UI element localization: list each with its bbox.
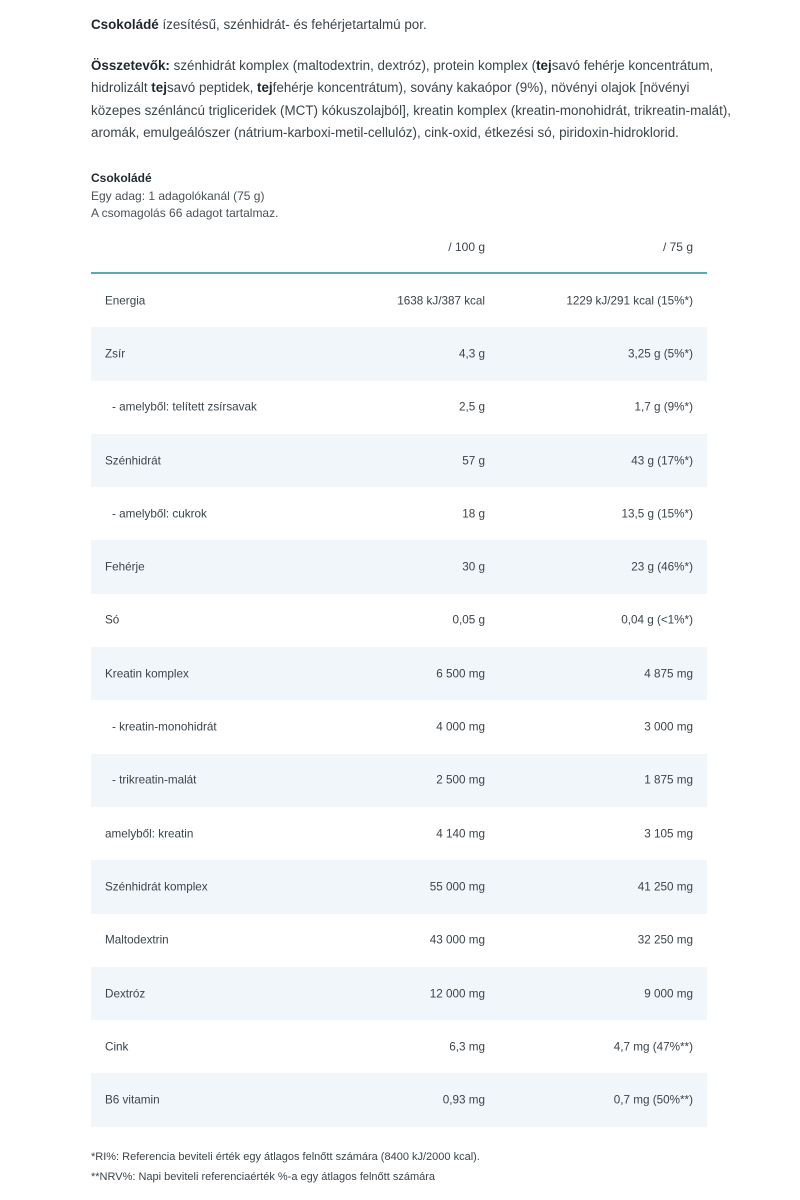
value-per-serving: 3 105 mg [644,827,693,841]
table-row [91,1073,707,1126]
value-per-serving: 41 250 mg [637,880,693,894]
flavor-name: Csokoládé [91,17,159,32]
header-per-100g: / 100 g [448,240,485,254]
nutrient-name: Zsír [105,347,126,361]
serving-info [91,170,278,223]
product-flavor-heading: Csokoládé [91,171,152,185]
value-per-100g: 2,5 g [459,400,485,414]
table-row [91,487,707,540]
table-header [91,226,707,274]
nutrient-name: Fehérje [105,560,145,574]
nutrient-name: Energia [105,294,146,308]
value-per-100g: 18 g [462,507,485,521]
value-per-serving: 23 g (46%*) [631,560,693,574]
value-per-serving: 1,7 g (9%*) [634,400,693,414]
ingredients-label: Összetevők: [91,58,170,74]
value-per-serving: 0,7 mg (50%**) [613,1093,693,1107]
nutrient-name: B6 vitamin [105,1093,160,1107]
value-per-100g: 30 g [462,560,485,574]
nutrient-name: Dextróz [105,987,146,1000]
value-per-100g: 1638 kJ/387 kcal [397,294,485,308]
table-row [91,1020,707,1073]
flavor-line [91,14,731,36]
header-per-serving: / 75 g [662,240,693,254]
servings-per-pack: A csomagolás 66 adagot tartalmaz. [91,206,279,220]
nutrient-name: Maltodextrin [105,933,169,947]
nutrient-name: Szénhidrát [105,454,161,468]
table-body [91,274,707,1127]
nutrient-name: Só [105,613,120,627]
nutrient-name: Szénhidrát komplex [105,880,208,894]
nutrient-name: Kreatin komplex [105,667,189,681]
value-per-serving: 13,5 g (15%*) [621,507,693,521]
value-per-serving: 32 250 mg [637,933,693,947]
footnote-nrv: **NRV%: Napi beviteli referenciaérték %-a egy átlagos felnőtt számára [91,1171,436,1183]
value-per-100g: 0,93 mg [442,1093,485,1107]
flavor-description: ízesítésű, szénhidrát- és fehérjetartalmú por. [158,17,427,32]
table-row [91,434,707,487]
table-row [91,700,707,753]
table-row [91,754,707,807]
table-row [91,540,707,593]
nutrient-name: - trikreatin-malát [112,773,197,787]
value-per-serving: 4 875 mg [644,667,693,681]
table-row [91,327,707,380]
value-per-100g: 4 140 mg [436,827,485,841]
allergen-milk: tej [257,80,273,96]
nutrient-name: - amelyből: cukrok [112,507,207,521]
table-row [91,381,707,434]
nutrition-table [91,226,707,1127]
value-per-100g: 6,3 mg [449,1040,485,1054]
value-per-100g: 2 500 mg [436,773,485,787]
value-per-100g: 43 000 mg [429,933,485,947]
allergen-milk: tej [536,58,552,74]
nutrient-name: Cink [105,1040,129,1054]
nutrient-name: - kreatin-monohidrát [112,720,217,734]
allergen-milk: tej [151,80,167,96]
value-per-serving: 0,04 g (<1%*) [621,613,693,627]
table-row [91,274,707,327]
table-row [91,647,707,700]
serving-size: Egy adag: 1 adagolókanál (75 g) [91,188,265,203]
table-row [91,594,707,647]
ingredients-text: Összetevők: szénhidrát komplex (maltodextrin, dextróz), protein komplex (tejsavó fehérje koncentrátum, hidrolizált tejsavó peptidek, tejfehérje koncentrátum), sovány kakaópor (9%), növényi olajok [növényi közepes szénláncú trigliceridek (MCT) kókuszolajból], kreatin komplex (kreatin-monohidrát, trikreatin-malát), aromák, emulgeálószer (nátrium-karboxi-metil-cellulóz), cink-oxid, étkezési só, piridoxin-hidroklorid. [91,58,732,140]
value-per-serving: 3 000 mg [644,720,693,734]
footnotes [91,1147,480,1187]
value-per-100g: 4 000 mg [436,720,485,734]
value-per-serving: 4,7 mg (47%**) [613,1040,693,1054]
value-per-100g: 6 500 mg [436,667,485,681]
value-per-serving: 1 875 mg [644,773,693,787]
value-per-100g: 57 g [462,454,485,468]
nutrient-name: amelyből: kreatin [105,827,194,841]
product-description [91,14,731,144]
value-per-serving: 43 g (17%*) [631,454,693,468]
table-row [91,967,707,1020]
value-per-100g: 12 000 mg [429,987,485,1000]
table-row [91,914,707,967]
footnote-ri: *RI%: Referencia beviteli érték egy átlagos felnőtt számára (8400 kJ/2000 kcal). [91,1151,480,1163]
value-per-serving: 1229 kJ/291 kcal (15%*) [566,294,693,308]
value-per-100g: 4,3 g [459,347,485,361]
value-per-serving: 9 000 mg [644,987,693,1000]
value-per-serving: 3,25 g (5%*) [628,347,693,361]
value-per-100g: 55 000 mg [429,880,485,894]
table-row [91,807,707,860]
value-per-100g: 0,05 g [452,613,485,627]
nutrient-name: - amelyből: telített zsírsavak [112,400,257,414]
table-row [91,860,707,913]
